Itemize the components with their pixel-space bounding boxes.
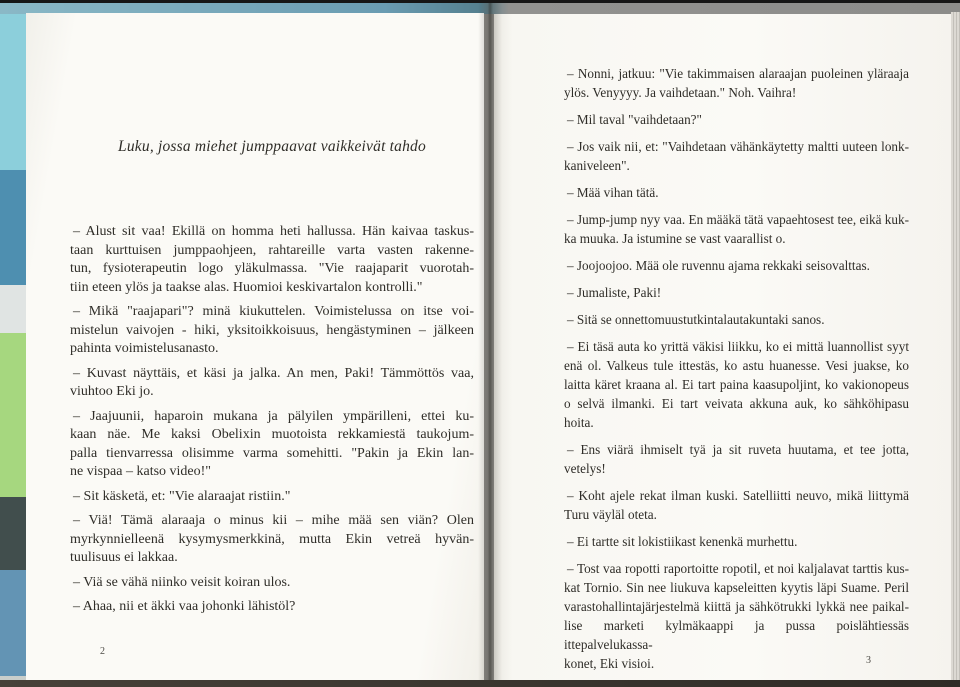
paragraph: [70, 223, 474, 297]
text-line: myrkynnielleenä kysymysmerkkinä, mutta Ekin vetreä hyvän-: [70, 531, 474, 547]
text-line: tun, fysioterapeutin logo yläkulmassa. "Vie raajaparit vuorotah-: [70, 261, 474, 276]
paragraph: [70, 488, 474, 507]
paragraph: [564, 310, 909, 329]
text-line: – Koht ajele rekat ilman kuski. Satelliitti neuvo, mikä liittymä: [567, 488, 909, 503]
text-line: – Alust sit vaa! Ekillä on homma heti hallussa. Hän kaivaa taskus-: [73, 224, 474, 239]
text-line: viuhtoo Eki jo.: [70, 384, 154, 399]
paragraph: [70, 365, 474, 402]
book-gutter-shadow: [478, 0, 502, 687]
text-line: – Mil taval "vaihdetaan?": [567, 112, 702, 127]
paragraph: [564, 283, 909, 302]
text-line: – Ei täsä auta ko yrittä väkisi liikku, ko ei mittä luannollist syyt: [567, 339, 909, 354]
text-line: Turu väyläl oteta.: [564, 507, 657, 522]
paragraph: [70, 574, 474, 593]
text-line: laitta käret kraana al. Ei tart paina kaasupoljint, ko vakionopeus: [564, 377, 909, 392]
text-line: – Jumaliste, Paki!: [567, 285, 662, 300]
text-line: – Ahaa, nii et äkki vaa johonki lähistöl?: [73, 599, 296, 614]
text-line: enä ol. Valkeus tule ittestäs, ko astu huanesse. Vesi juakse, ko: [564, 358, 909, 373]
text-line: – Mää vihan tätä.: [567, 185, 659, 200]
paragraph: [564, 486, 909, 524]
text-line: lise marketi kylmäkaappi ja pussa poislähtiessäs ittepalvelukassa-: [564, 618, 909, 652]
paragraph: [70, 408, 474, 482]
paragraph: [564, 337, 909, 432]
text-line: – Kuvast näyttäis, et käsi ja jalka. An men, Paki! Tämmöttös vaa,: [73, 365, 474, 381]
paragraph: [564, 532, 909, 551]
paragraph: [564, 210, 909, 248]
text-line: o selvä ilmanki. Ei tart veivata akkuna auk, ko sähköhipasu hoita.: [564, 396, 909, 430]
paragraph: [564, 137, 909, 175]
paragraph: [564, 110, 909, 129]
page-number-right: 3: [866, 655, 871, 666]
page-number-left: 2: [100, 646, 105, 657]
right-page: [494, 14, 952, 680]
paragraph: [564, 559, 909, 673]
text-line: ka muuka. Ja istumine se vast vaarallist o.: [564, 231, 786, 246]
text-line: mistelun vaivojen - hiki, yksitoikkoisuus, hengästyminen – jälkeen: [70, 322, 474, 338]
text-line: – Jaajuunii, haparoin mukana ja pälyilen ympärilleni, ettei ku-: [73, 408, 474, 424]
text-line: – Jump-jump nyy vaa. En määkä tätä vapaehtosest tee, eikä kuk-: [567, 212, 909, 227]
text-line: taan kurttuisen jumppaohjeen, rahtareille varta vasten rakenne-: [70, 242, 474, 258]
text-line: varastohallintajärjestelmä kiittä ja sähkötrukki lykkä nee paikal-: [564, 599, 909, 614]
text-line: – Ens viärä ihmiselt tyä ja sit ruveta huutama, et tee jotta, vetelys!: [564, 442, 909, 476]
paragraph: [70, 598, 474, 617]
paragraph: [70, 303, 474, 359]
text-line: ylös. Venyyyy. Ja vaihdetaan." Noh. Vaihra!: [564, 85, 797, 100]
paragraph: [70, 512, 474, 568]
text-line: – Nonni, jatkuu: "Vie takimmaisen alaraajan puoleinen yläraaja: [567, 66, 909, 81]
left-page-text-column: [70, 223, 474, 623]
text-line: ne vispaa – katso video!": [70, 464, 212, 479]
paragraph: [564, 256, 909, 275]
right-page-text-column: [564, 64, 909, 681]
text-line: tuulisuus ei lakkaa.: [70, 550, 178, 565]
text-line: kaniveleen".: [564, 158, 630, 173]
left-page: [26, 13, 484, 680]
text-line: – Tost vaa ropotti raportoitte ropotil, et noi kaljalavat tarttis kus-: [567, 561, 909, 576]
book-bottom-edge: [0, 680, 960, 687]
text-line: tiin eteen ylös ja taakse alas. Huomioi keskivartalon kontrolli.": [70, 279, 423, 295]
text-line: kaan näe. Me kaksi Obelixin muotoista rekkamiestä taukojum-: [70, 427, 474, 442]
text-line: – Mikä "raajapari"? minä kiukuttelen. Voimistelussa on itse voi-: [73, 304, 474, 319]
text-line: – Joojoojoo. Mää ole ruvennu ajama rekkaki seisovalttas.: [567, 258, 870, 273]
text-line: konet, Eki visioi.: [564, 656, 655, 671]
text-line: – Jos vaik nii, et: "Vaihdetaan vähänkäytetty maltti uuteen lonk-: [567, 139, 909, 154]
page-stack-edge: [951, 12, 960, 680]
text-line: kat Tornio. Sin nee liukuva kapseleitten kyytis läpi Suame. Peril: [564, 580, 909, 595]
text-line: – Viä se vähä niinko veisit koiran ulos.: [73, 574, 291, 590]
text-line: – Sitä se onnettomuustutkintalautakuntaki sanos.: [567, 312, 825, 327]
text-line: – Ei tartte sit lokistiikast kenenkä murhettu.: [567, 534, 798, 549]
text-line: pahinta voimistelusanasto.: [70, 341, 219, 356]
text-line: – Viä! Tämä alaraaja o minus kii – mihe mää sen viän? Olen: [73, 513, 474, 528]
paragraph: [564, 440, 909, 478]
paragraph: [564, 183, 909, 202]
photo-top-border: [0, 0, 960, 3]
chapter-title: Luku, jossa miehet jumppaavat vaikkeivät tahdo: [118, 138, 426, 155]
paragraph: [564, 64, 909, 102]
text-line: – Sit käsketä, et: "Vie alaraajat ristiin.": [73, 488, 291, 504]
text-line: palla tienvarressa olisimme varma somehitti. "Pakin ja Ekin lan-: [70, 445, 474, 461]
